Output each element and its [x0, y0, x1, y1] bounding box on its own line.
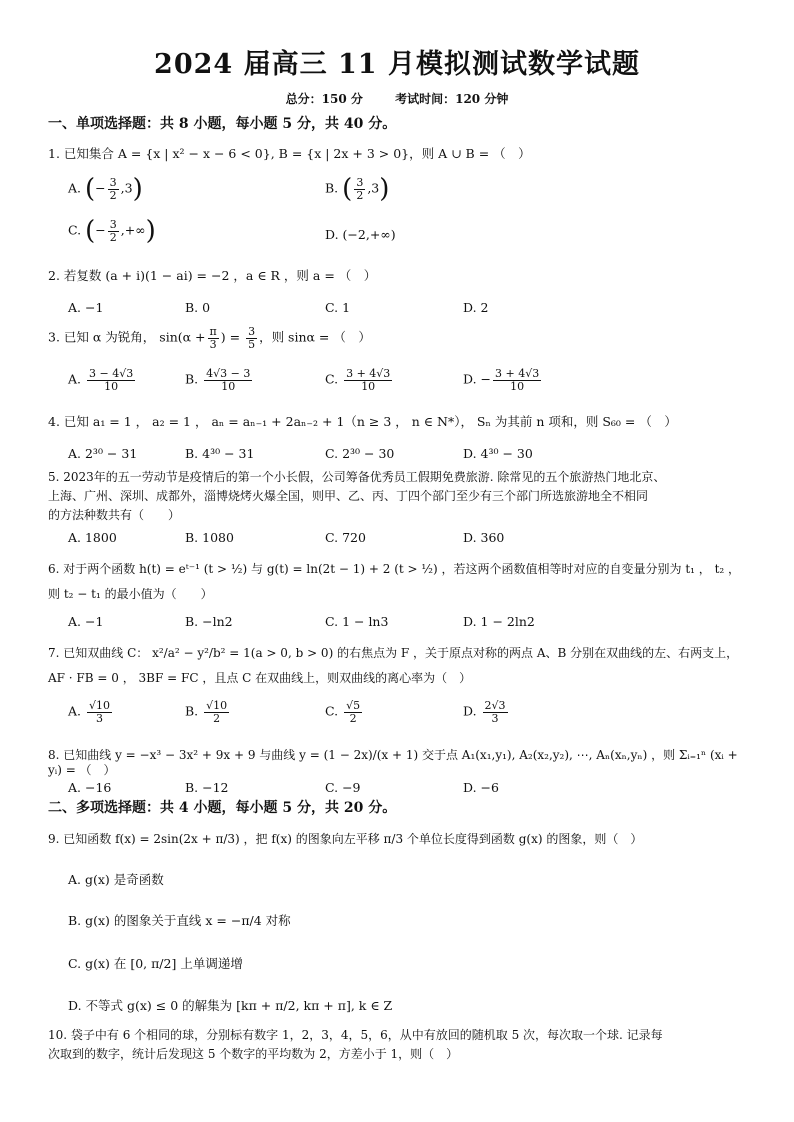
question-10	[48, 1028, 748, 1062]
q8-option-c: C. −9	[325, 780, 361, 795]
fraction: $\frac{3}{2}$	[109, 175, 117, 202]
fraction: $\frac{√10}{3}$	[89, 699, 111, 725]
sign: −	[95, 222, 106, 238]
q1-stem: 1. 已知集合 A = {x | x² − x − 6 < 0}, B = {x | 2x + 3 > 0}	[48, 146, 410, 161]
fraction: $\frac{3 - 4√3}{10}$	[89, 367, 134, 393]
fraction: $\frac{4√3 - 3}{10}$	[206, 367, 251, 393]
question-4: 4. 已知 a₁ = 1 ， a₂ = 1 ， aₙ = aₙ₋₁ + 2aₙ₋₂ + 1（n ≥ 3 ， n ∈ N*）， Sₙ 为其前 n 项和，则 S₆₀ = （ ）	[48, 414, 677, 429]
question-6	[48, 562, 748, 602]
fraction-pi-3: $\frac{\pi}{3}$	[209, 325, 217, 351]
q1-option-b: B. ( $\frac{3}{2}$ ,3)	[325, 174, 390, 204]
option-label: B.	[325, 180, 339, 196]
question-7	[48, 646, 748, 686]
q5-line-1: 5. 2023年的五一劳动节是疫情后的第一个小长假，公司筹备优秀员工假期免费旅游. 除常见的五个旅游热门地北京、	[48, 470, 666, 484]
q3-stem: 3. 已知 α 为锐角，	[48, 329, 156, 345]
q6-option-a: A. −1	[68, 614, 104, 629]
question-8: 8. 已知曲线 y = −x³ − 3x² + 9x + 9 与曲线 y = (1 − 2x)/(x + 1) 交于点 A₁(x₁,y₁), A₂(x₂,y₂), ⋯, Aₙ(xₙ,yₙ) ，则 Σᵢ₌₁ⁿ (xᵢ + yᵢ) = （ ）	[48, 748, 738, 777]
q6-line-2: 则 t₂ − t₁ 的最小值为（ ）	[48, 587, 213, 601]
fraction: $\frac{3 + 4√3}{10}$	[495, 367, 540, 393]
q8-option-d: D. −6	[463, 780, 499, 795]
q8-option-b: B. −12	[185, 780, 229, 795]
q4-option-b: B. 4³⁰ − 31	[185, 446, 255, 461]
fraction: $\frac{√10}{2}$	[206, 699, 228, 725]
q5-option-b: B. 1080	[185, 530, 234, 545]
section-multiple-choice: 二、多项选择题：共 4 小题，每小题 5 分，共 20 分。	[48, 800, 397, 816]
exam-time: 考试时间：120 分钟	[395, 92, 509, 106]
option-label: A.	[68, 180, 82, 196]
q8-option-a: A. −16	[68, 780, 112, 795]
q5-option-a: A. 1800	[68, 530, 117, 545]
fraction: $\frac{3}{2}$	[109, 217, 117, 244]
total-score: 总分：150 分	[285, 92, 363, 106]
q6-line-1: 6. 对于两个函数 h(t) = eᵗ⁻¹ (t > ½) 与 g(t) = ln(2t − 1) + 2 (t > ½) ，若这两个函数值相等时对应的自变量分别为 t₁ ， t₂ ，	[48, 562, 741, 576]
q3-option-c: C. $\frac{3 + 4√3}{10}$	[325, 367, 391, 393]
q9-option-c: C. g(x) 在 [0, π/2] 上单调递增	[68, 956, 243, 971]
q1-option-c: C. (− $\frac{3}{2}$ ,+∞)	[68, 216, 156, 246]
page-title: 2024 届高三 11 月模拟测试数学试题	[154, 49, 640, 80]
q1-option-d	[325, 227, 396, 243]
q2-option-d: D. 2	[463, 300, 489, 315]
question-9: 9. 已知函数 f(x) = 2sin(2x + π/3) ，把 f(x) 的图象向左平移 π/3 个单位长度得到函数 g(x) 的图象，则（ ）	[48, 832, 643, 846]
q10-line-2: 次取到的数字，统计后发现这 5 个数字的平均数为 2，方差小于 1，则（ ）	[48, 1047, 459, 1061]
q3-ask: ，则 sinα = （ ）	[259, 329, 371, 345]
q2-option-b: B. 0	[185, 300, 211, 315]
q9-option-d: D. 不等式 g(x) ≤ 0 的解集为 [kπ + π/2, kπ + π], k ∈ Z	[68, 998, 393, 1013]
q3-option-a: A. $\frac{3 - 4√3}{10}$	[68, 367, 134, 393]
q7-line-2: AF · FB = 0 ， 3BF = FC ，且点 C 在双曲线上，则双曲线的离心率为（ ）	[48, 671, 472, 685]
q6-option-b: B. −ln2	[185, 614, 233, 629]
q5-line-3: 的方法种数共有（ ）	[48, 508, 181, 522]
q2-option-c: C. 1	[325, 300, 351, 315]
q9-option-a: A. g(x) 是奇函数	[68, 872, 164, 887]
q2-option-a: A. −1	[68, 300, 104, 315]
section-single-choice: 一、单项选择题：共 8 小题，每小题 5 分，共 40 分。	[48, 116, 397, 132]
q7-option-b: B. $\frac{√10}{2}$	[185, 699, 228, 725]
option-tail: ,+∞	[120, 222, 146, 238]
fraction: $\frac{3}{2}$	[356, 175, 364, 202]
q10-line-1: 10. 袋子中有 6 个相同的球，分别标有数字 1，2，3，4，5，6，从中有放回的随机取 5 次，每次取一个球. 记录每	[48, 1028, 663, 1042]
q3-sin: sin(α +	[159, 329, 206, 345]
q6-option-d: D. 1 − 2ln2	[463, 614, 535, 629]
option-label: D.	[325, 227, 339, 242]
q1-stem-end: ，则 A ∪ B = （ ）	[409, 146, 531, 161]
question-5	[48, 470, 748, 523]
fraction: $\frac{2√3}{3}$	[484, 699, 506, 725]
question-3	[48, 326, 748, 350]
fraction: $\frac{3 + 4√3}{10}$	[346, 367, 391, 393]
sign: −	[95, 180, 106, 196]
q3-option-b: B. $\frac{4√3 - 3}{10}$	[185, 367, 251, 393]
q6-option-c: C. 1 − ln3	[325, 614, 389, 629]
fraction-3-5: $\frac{3}{5}$	[248, 325, 256, 351]
q9-option-b: B. g(x) 的图象关于直线 x = −π/4 对称	[68, 913, 291, 928]
q4-option-a: A. 2³⁰ − 31	[68, 446, 138, 461]
q5-option-c: C. 720	[325, 530, 366, 545]
option-label: C.	[68, 222, 82, 238]
option-text: (−2,+∞)	[342, 227, 396, 242]
fraction: $\frac{√5}{2}$	[346, 699, 361, 725]
q7-line-1: 7. 已知双曲线 C： x²/a² − y²/b² = 1(a > 0, b > 0) 的右焦点为 F ，关于原点对称的两点 A、B 分别在双曲线的左、右两支上，	[48, 646, 739, 660]
q1-option-a: A. (− $\frac{3}{2}$ ,3)	[68, 174, 143, 204]
q4-option-d: D. 4³⁰ − 30	[463, 446, 533, 461]
q3-option-d: D. − $\frac{3 + 4√3}{10}$	[463, 367, 540, 393]
option-tail: ,3	[367, 180, 380, 196]
q3-eq: ) =	[220, 329, 241, 345]
q7-option-d: D. $\frac{2√3}{3}$	[463, 699, 506, 725]
question-1	[48, 146, 748, 162]
q5-option-d: D. 360	[463, 530, 505, 545]
q7-option-a: A. $\frac{√10}{3}$	[68, 699, 111, 725]
question-2: 2. 若复数 (a + i)(1 − ai) = −2 ，a ∈ R ，则 a = （ ）	[48, 268, 377, 283]
exam-meta	[0, 92, 794, 107]
q7-option-c: C. $\frac{√5}{2}$	[325, 699, 361, 725]
q5-line-2: 上海、广州、深圳、成都外，淄博烧烤火爆全国，则甲、乙、丙、丁四个部门至少有三个部门所选旅游地全不相同	[48, 489, 649, 503]
q4-option-c: C. 2³⁰ − 30	[325, 446, 395, 461]
option-tail: ,3	[120, 180, 133, 196]
